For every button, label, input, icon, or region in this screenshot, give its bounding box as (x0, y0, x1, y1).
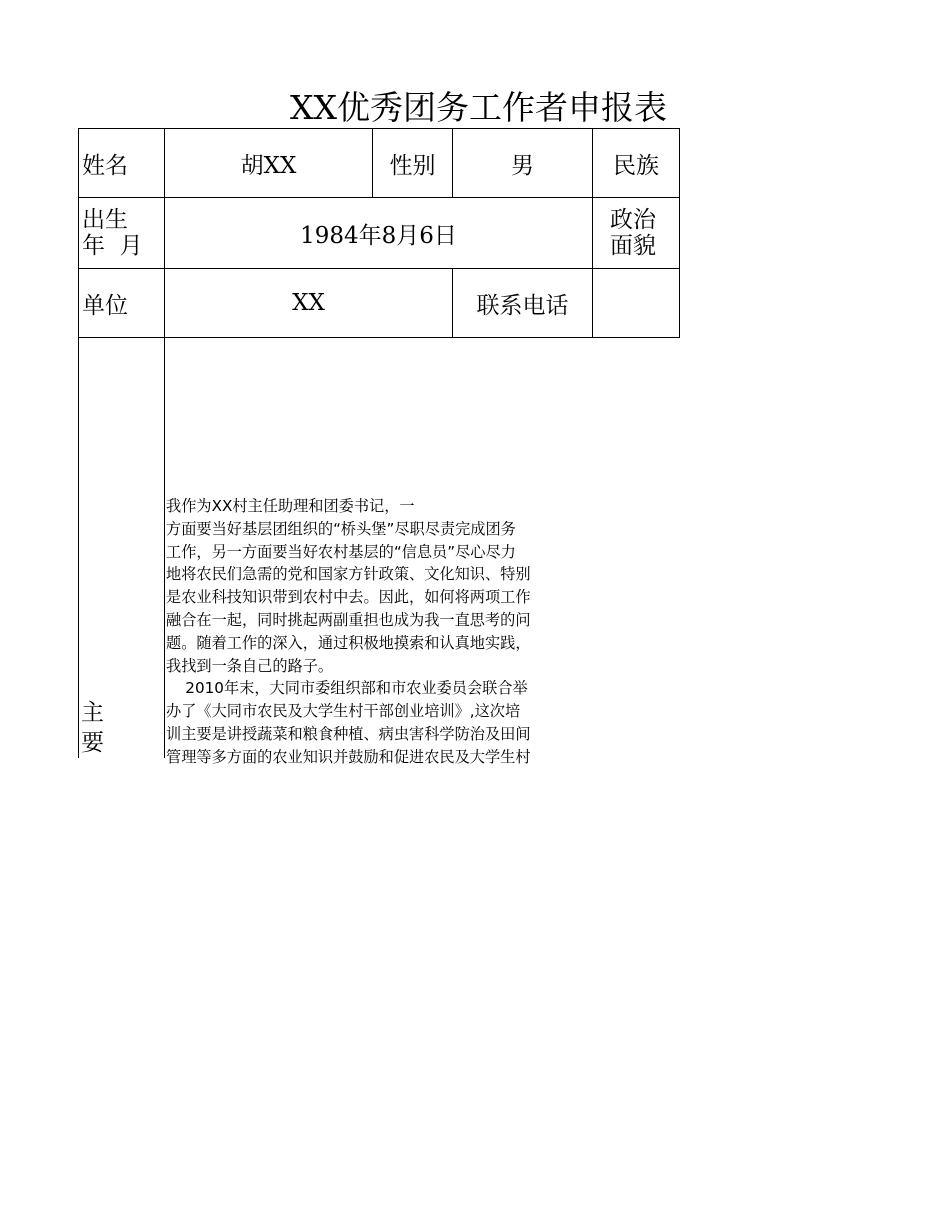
birth-label-line1: 出生 (82, 207, 128, 233)
body-text-line: 工作，另一方面要当好农村基层的“信息员”尽心尽力 (166, 542, 516, 561)
body-text-line: 2010年末，大同市委组织部和市农业委员会联合举 (166, 679, 528, 698)
body-text-line: 题。随着工作的深入，通过积极地摸索和认真地实践， (166, 633, 531, 652)
name-label: 姓名 (82, 152, 128, 179)
gender-value: 男 (511, 152, 534, 179)
main-side-label-char2: 要 (81, 730, 104, 756)
birth-value: 1984年8月6日 (300, 222, 457, 249)
body-text-line: 是农业科技知识带到农村中去。因此，如何将两项工作 (166, 588, 531, 607)
body-text-line: 管理等多方面的农业知识并鼓励和促进农民及大学生村 (166, 747, 531, 766)
body-text-line: 我找到一条自己的路子。 (166, 656, 334, 675)
birth-label-line2: 年 月 (82, 233, 143, 259)
body-text-line: 我作为XX村主任助理和团委书记，一 (166, 497, 415, 515)
body-text-line: 融合在一起，同时挑起两副重担也成为我一直思考的问 (166, 610, 531, 629)
body-text-line: 训主要是讲授蔬菜和粮食种植、病虫害科学防治及田间 (166, 724, 531, 743)
main-side-label-char1: 主 (81, 700, 104, 726)
body-text-line: 办了《大同市农民及大学生村干部创业培训》,这次培 (166, 702, 521, 721)
gender-label: 性别 (389, 152, 436, 179)
form-title: XX优秀团务工作者申报表 (290, 88, 667, 127)
main-section (0, 338, 950, 766)
phone-label: 联系电话 (476, 292, 569, 319)
political-label-line1: 政治 (610, 207, 656, 233)
body-text-line: 方面要当好基层团组织的“桥头堡”尽职尽责完成团务 (166, 519, 516, 538)
main-side-label (81, 698, 111, 758)
ethnicity-label: 民族 (613, 152, 659, 179)
name-value: 胡XX (240, 152, 297, 179)
body-text-line: 地将农民们急需的党和国家方针政策、文化知识、特别 (166, 565, 531, 584)
unit-label: 单位 (82, 292, 128, 319)
political-label-line2: 面貌 (610, 233, 656, 259)
main-body-text (166, 495, 578, 769)
unit-value: XX (292, 290, 325, 316)
